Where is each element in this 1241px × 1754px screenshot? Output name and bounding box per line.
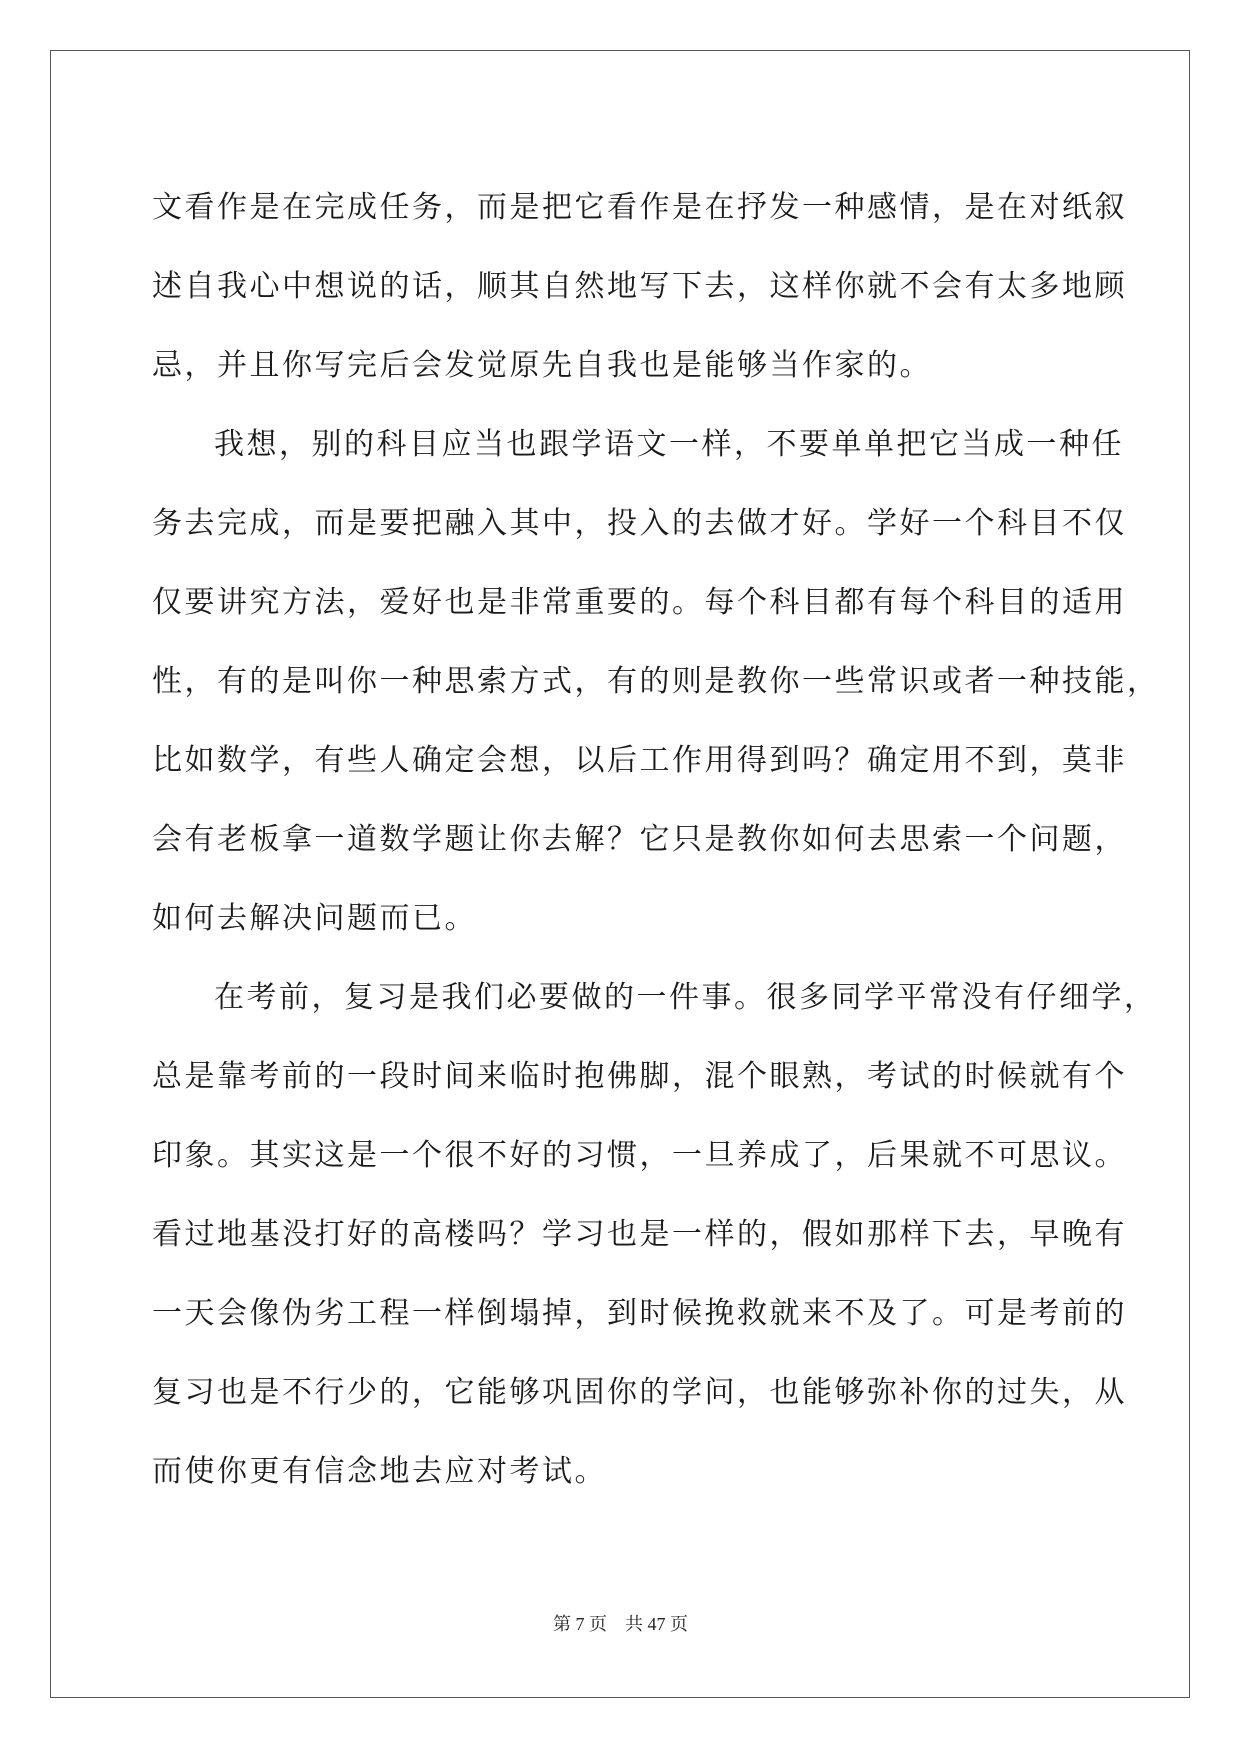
text-line: 忌，并且你写完后会发觉原先自我也是能够当作家的。 [152, 348, 932, 383]
text-line: 如何去解决问题而已。 [152, 901, 477, 936]
text-line: 务去完成，而是要把融入其中，投入的去做才好。学好一个科目不仅 [152, 506, 1127, 541]
text-line: 仅要讲究方法，爱好也是非常重要的。每个科目都有每个科目的适用 [152, 585, 1127, 620]
text-line: 印象。其实这是一个很不好的习惯，一旦养成了，后果就不可思议。 [152, 1138, 1127, 1173]
text-line: 比如数学，有些人确定会想，以后工作用得到吗？确定用不到，莫非 [152, 743, 1127, 778]
text-line: 看过地基没打好的高楼吗？学习也是一样的，假如那样下去，早晚有 [152, 1217, 1127, 1252]
text-line: 而使你更有信念地去应对考试。 [152, 1454, 607, 1489]
text-line: 总是靠考前的一段时间来临时抱佛脚，混个眼熟，考试的时候就有个 [152, 1059, 1127, 1094]
paragraph-start-line: 在考前，复习是我们必要做的一件事。很多同学平常没有仔细学， [214, 980, 1157, 1015]
text-line: 复习也是不行少的，它能够巩固你的学问，也能够弥补你的过失，从 [152, 1375, 1127, 1410]
text-line: 会有老板拿一道数学题让你去解？它只是教你如何去思索一个问题， [152, 822, 1127, 857]
page-number-footer: 第 7 页 共 47 页 [553, 1614, 688, 1634]
text-line: 文看作是在完成任务，而是把它看作是在抒发一种感情，是在对纸叙 [152, 190, 1127, 225]
paragraph-start-line: 我想，别的科目应当也跟学语文一样，不要单单把它当成一种任 [214, 427, 1124, 462]
text-line: 性，有的是叫你一种思索方式，有的则是教你一些常识或者一种技能， [152, 664, 1160, 699]
text-line: 述自我心中想说的话，顺其自然地写下去，这样你就不会有太多地顾 [152, 269, 1127, 304]
document-body [152, 168, 1160, 1511]
text-line: 一天会像伪劣工程一样倒塌掉，到时候挽救就来不及了。可是考前的 [152, 1296, 1127, 1331]
